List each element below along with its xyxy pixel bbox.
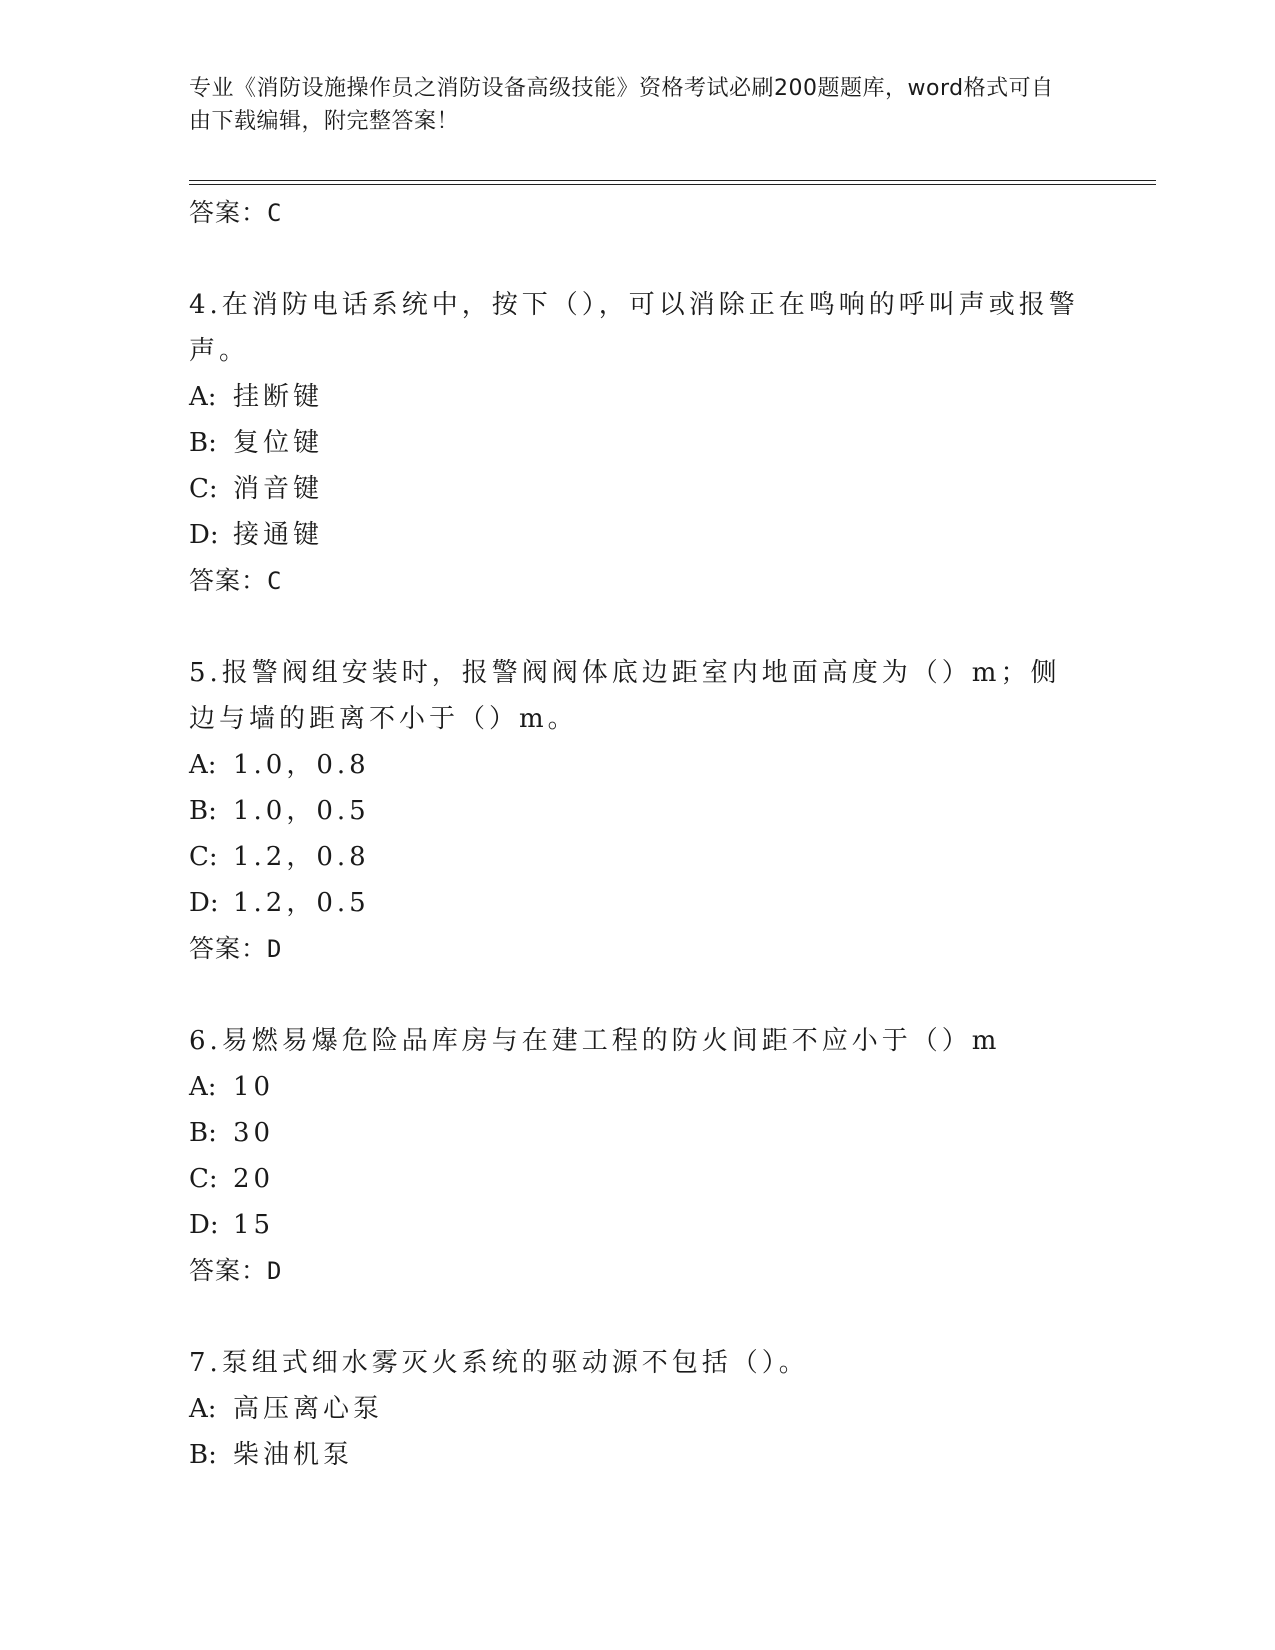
- option-d: [189, 880, 1089, 926]
- option-key: D:: [189, 520, 219, 550]
- answer-value: D: [267, 935, 282, 963]
- option-key: A:: [189, 382, 217, 412]
- option-text: 1.0，0.5: [233, 796, 370, 826]
- spacer: [189, 1294, 1089, 1340]
- option-text: 15: [233, 1210, 275, 1240]
- option-c: [189, 1156, 1089, 1202]
- option-text: 1.2，0.5: [233, 888, 370, 918]
- option-text: 挂断键: [233, 382, 324, 412]
- option-text: 柴油机泵: [233, 1440, 354, 1470]
- option-key: D:: [189, 1210, 219, 1240]
- header-divider-bottom: [189, 184, 1156, 185]
- spacer: [189, 972, 1089, 1018]
- option-key: A:: [189, 750, 217, 780]
- question-stem: 7.泵组式细水雾灭火系统的驱动源不包括（）。: [189, 1348, 809, 1378]
- question-7: [189, 1340, 1089, 1478]
- answer-line: [189, 558, 1089, 604]
- option-b: [189, 1432, 1089, 1478]
- option-text: 1.0，0.8: [233, 750, 370, 780]
- option-key: C:: [189, 842, 218, 872]
- option-text: 1.2，0.8: [233, 842, 370, 872]
- option-d: [189, 512, 1089, 558]
- question-6: [189, 1018, 1089, 1294]
- question-4: [189, 282, 1089, 604]
- spacer: [189, 604, 1089, 650]
- option-b: [189, 788, 1089, 834]
- option-c: [189, 834, 1089, 880]
- answer-label: 答案：: [189, 566, 268, 595]
- option-text: 10: [233, 1072, 275, 1102]
- option-a: [189, 1064, 1089, 1110]
- option-b: [189, 420, 1089, 466]
- answer-line: [189, 926, 1089, 972]
- option-a: [189, 742, 1089, 788]
- answer-value: C: [267, 199, 282, 227]
- option-key: B:: [189, 428, 217, 458]
- option-text: 高压离心泵: [233, 1394, 384, 1424]
- answer-label: 答案：: [189, 198, 268, 227]
- option-key: C:: [189, 1164, 218, 1194]
- option-text: 复位键: [233, 428, 324, 458]
- question-5: [189, 650, 1089, 972]
- option-d: [189, 1202, 1089, 1248]
- option-key: B:: [189, 796, 217, 826]
- option-text: 20: [233, 1164, 275, 1194]
- option-b: [189, 1110, 1089, 1156]
- question-stem: 4.在消防电话系统中，按下（），可以消除正在鸣响的呼叫声或报警声。: [189, 290, 1079, 366]
- option-key: D:: [189, 888, 219, 918]
- question-list: [189, 190, 1089, 1478]
- option-key: A:: [189, 1394, 217, 1424]
- answer-label: 答案：: [189, 934, 268, 963]
- document-header: 专业《消防设施操作员之消防设备高级技能》资格考试必刷200题题库，word格式可自由下载编辑，附完整答案！: [189, 76, 1054, 134]
- answer-value: C: [267, 567, 282, 595]
- option-text: 接通键: [233, 520, 324, 550]
- option-text: 消音键: [233, 474, 324, 504]
- answer-value: D: [267, 1257, 282, 1285]
- option-key: A:: [189, 1072, 217, 1102]
- question-stem: 6.易燃易爆危险品库房与在建工程的防火间距不应小于（）m: [189, 1026, 1001, 1056]
- option-a: [189, 1386, 1089, 1432]
- answer-label: 答案：: [189, 1256, 268, 1285]
- question-stem: 5.报警阀组安装时，报警阀阀体底边距室内地面高度为（）m；侧边与墙的距离不小于（）m。: [189, 658, 1061, 734]
- spacer: [189, 236, 1089, 282]
- option-key: C:: [189, 474, 218, 504]
- option-a: [189, 374, 1089, 420]
- header-divider-top: [189, 180, 1156, 181]
- answer-line: [189, 190, 1089, 236]
- answer-line: [189, 1248, 1089, 1294]
- option-text: 30: [233, 1118, 275, 1148]
- option-key: B:: [189, 1440, 217, 1470]
- option-key: B:: [189, 1118, 217, 1148]
- option-c: [189, 466, 1089, 512]
